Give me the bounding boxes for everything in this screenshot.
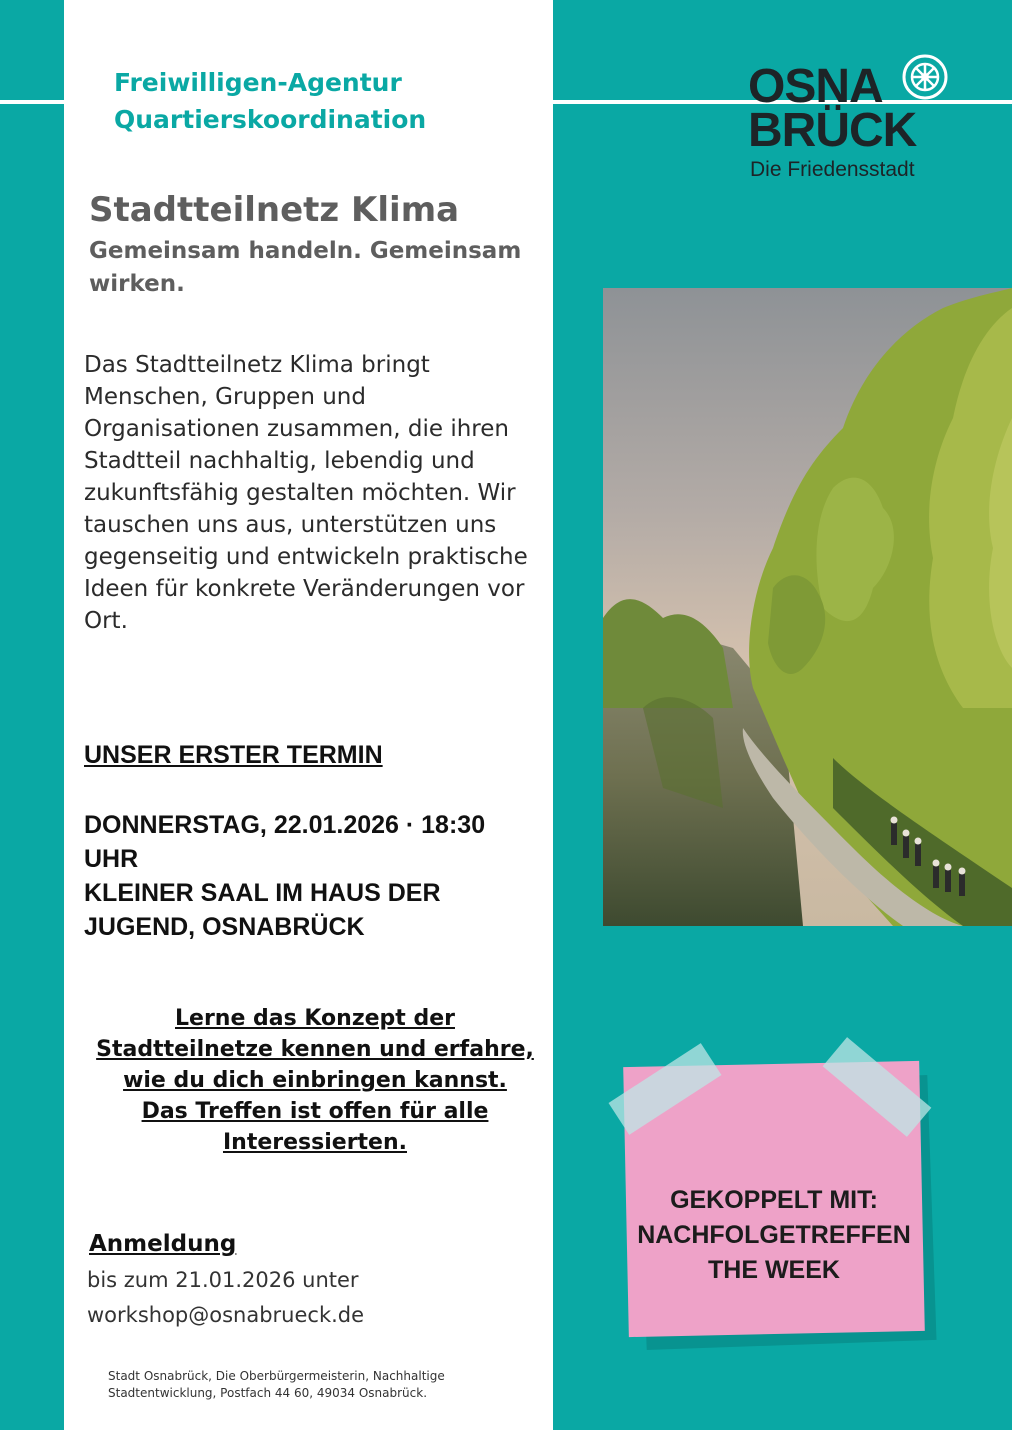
termin-heading: UNSER ERSTER TERMIN — [84, 741, 383, 769]
sticky-line-1: GEKOPPELT MIT: — [670, 1186, 878, 1214]
termin-location: KLEINER SAAL IM HAUS DER JUGEND, OSNABRÜCK — [84, 879, 441, 941]
invite-line-5: Interessierten. — [222, 1130, 407, 1155]
invite-line-1: Lerne das Konzept der — [175, 1006, 455, 1031]
logo-word-osna: OSNA — [748, 60, 883, 113]
termin-date: DONNERSTAG, 22.01.2026 · 18:30 UHR — [84, 811, 486, 873]
registration-heading: Anmeldung — [89, 1231, 237, 1257]
intro-paragraph: Das Stadtteilnetz Klima bringt Menschen, Gruppen und Organisationen zusammen, die ihren Stadtteil nachhaltig, lebendig und zukunftsfähig gestalten möchten. Wir tauschen uns aus, unterstützen uns gegenseitig und entwickeln praktische Ideen für konkrete Veränderungen vor Ort. — [84, 352, 528, 634]
sticky-line-3: THE WEEK — [708, 1256, 840, 1284]
page-title: Stadtteilnetz Klima — [89, 190, 460, 230]
registration-deadline: bis zum 21.01.2026 unter — [87, 1268, 359, 1292]
sticky-line-2: NACHFOLGETREFFEN — [637, 1221, 911, 1249]
city-logo — [748, 52, 968, 192]
logo-word-brueck: BRÜCK — [748, 104, 917, 157]
city-wheel-icon — [900, 52, 950, 102]
invite-line-3: wie du dich einbringen kannst. — [123, 1068, 507, 1093]
left-teal-strip — [0, 0, 64, 1430]
org-line-1: Freiwilligen-Agentur — [114, 68, 402, 97]
invite-line-4: Das Treffen ist offen für alle — [141, 1099, 489, 1124]
sticky-note-text — [630, 1183, 918, 1288]
registration-email-link[interactable]: workshop@osnabrueck.de — [87, 1303, 365, 1327]
divider-line-left — [0, 100, 64, 104]
org-line-2: Quartierskoordination — [114, 105, 427, 134]
invite-line-2: Stadtteilnetze kennen und erfahre, — [96, 1037, 534, 1062]
imprint-text: Stadt Osnabrück, Die Oberbürgermeisterin, Nachhaltige Stadtentwicklung, Postfach 44 60, 49034 Osnabrück. — [108, 1369, 445, 1400]
invitation-text — [84, 1003, 546, 1158]
river-park-photo — [603, 288, 1012, 926]
logo-tagline: Die Friedensstadt — [750, 158, 915, 181]
organisation-name — [114, 64, 426, 138]
page-subtitle: Gemeinsam handeln. Gemeinsam wirken. — [89, 238, 522, 297]
